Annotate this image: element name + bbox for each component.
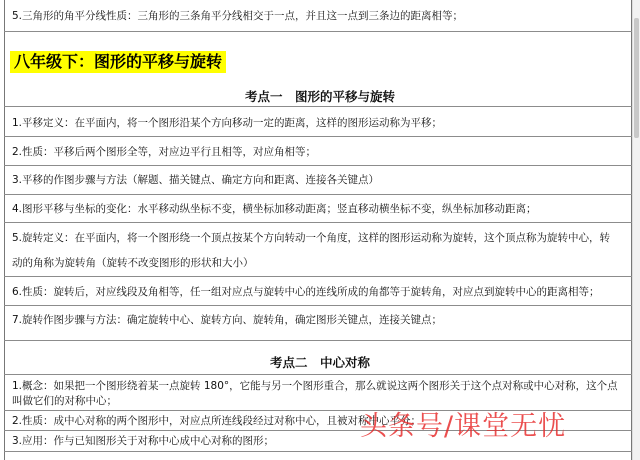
kaodian1-item: 7.旋转作图步骤与方法：确定旋转中心、旋转方向、旋转角，确定图形关键点，连接关键点； [12,314,443,326]
kaodian2-item: 2.性质：成中心对称的两个图形中，对应点所连线段经过对称中心，且被对称中心平分； [12,415,422,427]
kaodian2-title: 考点二 中心对称 [269,355,370,370]
watermark: 头条号/课堂无忧 [360,411,567,442]
kaodian1-item: 6.性质：旋转后，对应线段及角相等，任一组对应点与旋转中心的连线所成的角都等于旋转角，对应点到旋转中心的距离相等； [12,286,600,298]
row-divider [4,305,632,306]
row-divider [4,194,632,195]
row-divider [4,276,632,277]
kaodian2-item: 3.应用：作与已知图形关于对称中心成中心对称的图形； [12,435,275,447]
row-divider [4,31,632,32]
kaodian2-item: 1.概念：如果把一个图形绕着某一点旋转 180°，它能与另一个图形重合，那么就说这两个图形关于这个点对称或中心对称，这个点 [12,380,618,392]
kaodian1-title: 考点一 图形的平移与旋转 [244,89,395,104]
kaodian1-item-continued: 动的角称为旋转角（旋转不改变图形的形状和大小） [12,257,254,269]
row-divider [4,451,632,452]
row-divider [4,374,632,375]
vertical-scrollbar[interactable] [632,0,640,460]
kaodian1-item: 5.旋转定义：在平面内，将一个图形绕一个顶点按某个方向转动一个角度，这样的图形运动称为旋转，这个顶点称为旋转中心，转 [12,232,611,244]
property-line-angle-bisector: 5.三角形的角平分线性质：三角形的三条角平分线相交于一点，并且这一点到三条边的距离相等； [12,10,464,22]
row-divider [4,340,632,341]
kaodian1-item: 2.性质：平移后两个图形全等，对应边平行且相等，对应角相等； [12,146,317,158]
section-heading: 八年级下：图形的平移与旋转 [10,51,226,73]
kaodian1-item: 3.平移的作图步骤与方法（解题、描关键点、确定方向和距离、连接各关键点） [12,174,380,186]
kaodian2-item-continued: 叫做它们的对称中心； [12,395,117,407]
row-divider [4,106,632,107]
table-border-left [4,0,5,460]
kaodian1-item: 1.平移定义：在平面内，将一个图形沿某个方向移动一定的距离，这样的图形运动称为平移； [12,117,443,129]
row-divider [4,165,632,166]
row-divider [4,136,632,137]
scrollbar-thumb[interactable] [634,18,639,138]
kaodian1-item: 4.图形平移与坐标的变化：水平移动纵坐标不变，横坐标加移动距离；竖直移动横坐标不变，纵坐标加移动距离； [12,203,537,215]
row-divider [4,222,632,223]
